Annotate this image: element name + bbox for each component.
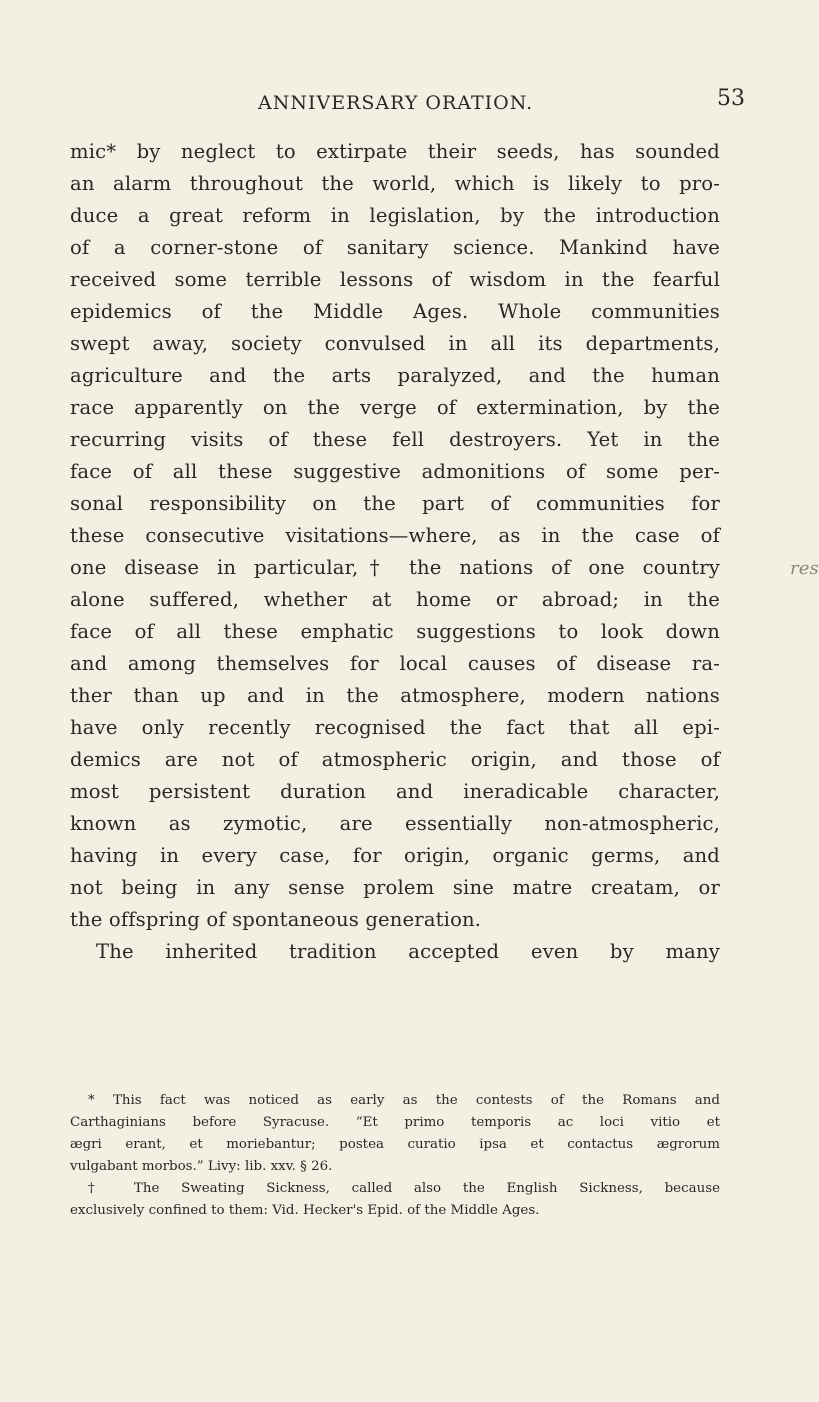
text-line: most persistent duration and ineradicable character,	[70, 780, 720, 803]
text-line: and among themselves for local causes of disease ra-	[70, 652, 720, 675]
text-line: not being in any sense prolem sine matre creatam, or	[70, 876, 720, 899]
text-line: sonal responsibility on the part of communities for	[70, 492, 720, 515]
footnote-line: ægri erant, et moriebantur; postea curatio ipsa et contactus ægrorum	[70, 1137, 720, 1152]
text-line: ther than up and in the atmosphere, modern nations	[70, 684, 720, 707]
text-line: of a corner-stone of sanitary science. Mankind have	[70, 236, 720, 259]
footnote-line: † The Sweating Sickness, called also the English Sickness, because	[88, 1181, 720, 1196]
text-line: agriculture and the arts paralyzed, and the human	[70, 364, 720, 387]
footnote-line: vulgabant morbos.” Livy: lib. xxv. § 26.	[70, 1159, 333, 1174]
text-line: The inherited tradition accepted even by many	[96, 940, 720, 963]
text-line: recurring visits of these fell destroyers. Yet in the	[70, 428, 720, 451]
text-line: have only recently recognised the fact that all epi-	[70, 716, 720, 739]
page-header	[0, 86, 800, 126]
text-line: one disease in particular,† the nations of one country	[70, 556, 720, 579]
running-head: ANNIVERSARY ORATION.	[258, 92, 534, 114]
text-line: face of all these emphatic suggestions to look down	[70, 620, 720, 643]
footnote-line: Carthaginians before Syracuse. “Et primo temporis ac loci vitio et	[70, 1115, 720, 1130]
margin-note: res	[790, 558, 819, 579]
text-line: demics are not of atmospheric origin, and those of	[70, 748, 720, 771]
text-line: alone suffered, whether at home or abroad; in the	[70, 588, 720, 611]
body-text	[70, 136, 819, 968]
page-number: 53	[717, 86, 745, 111]
text-line: these consecutive visitations—where, as in the case of	[70, 524, 720, 547]
text-line: known as zymotic, are essentially non-atmospheric,	[70, 812, 720, 835]
footnote-line: exclusively confined to them: Vid. Hecker's Epid. of the Middle Ages.	[70, 1203, 540, 1218]
text-line: duce a great reform in legislation, by the introduction	[70, 204, 720, 227]
text-line: epidemics of the Middle Ages. Whole communities	[70, 300, 720, 323]
text-line: swept away, society convulsed in all its departments,	[70, 332, 720, 355]
footnotes	[70, 1090, 720, 1222]
text-line: mic* by neglect to extirpate their seeds, has sounded	[70, 140, 720, 163]
text-line: having in every case, for origin, organic germs, and	[70, 844, 720, 867]
footnote-line: * This fact was noticed as early as the contests of the Romans and	[88, 1093, 720, 1108]
text-line: race apparently on the verge of extermination, by the	[70, 396, 720, 419]
text-line: the offspring of spontaneous generation.	[70, 908, 482, 931]
text-line-wrapper	[70, 552, 819, 584]
text-line: an alarm throughout the world, which is likely to pro-	[70, 172, 720, 195]
text-line: received some terrible lessons of wisdom in the fearful	[70, 268, 720, 291]
text-line: face of all these suggestive admonitions of some per-	[70, 460, 720, 483]
